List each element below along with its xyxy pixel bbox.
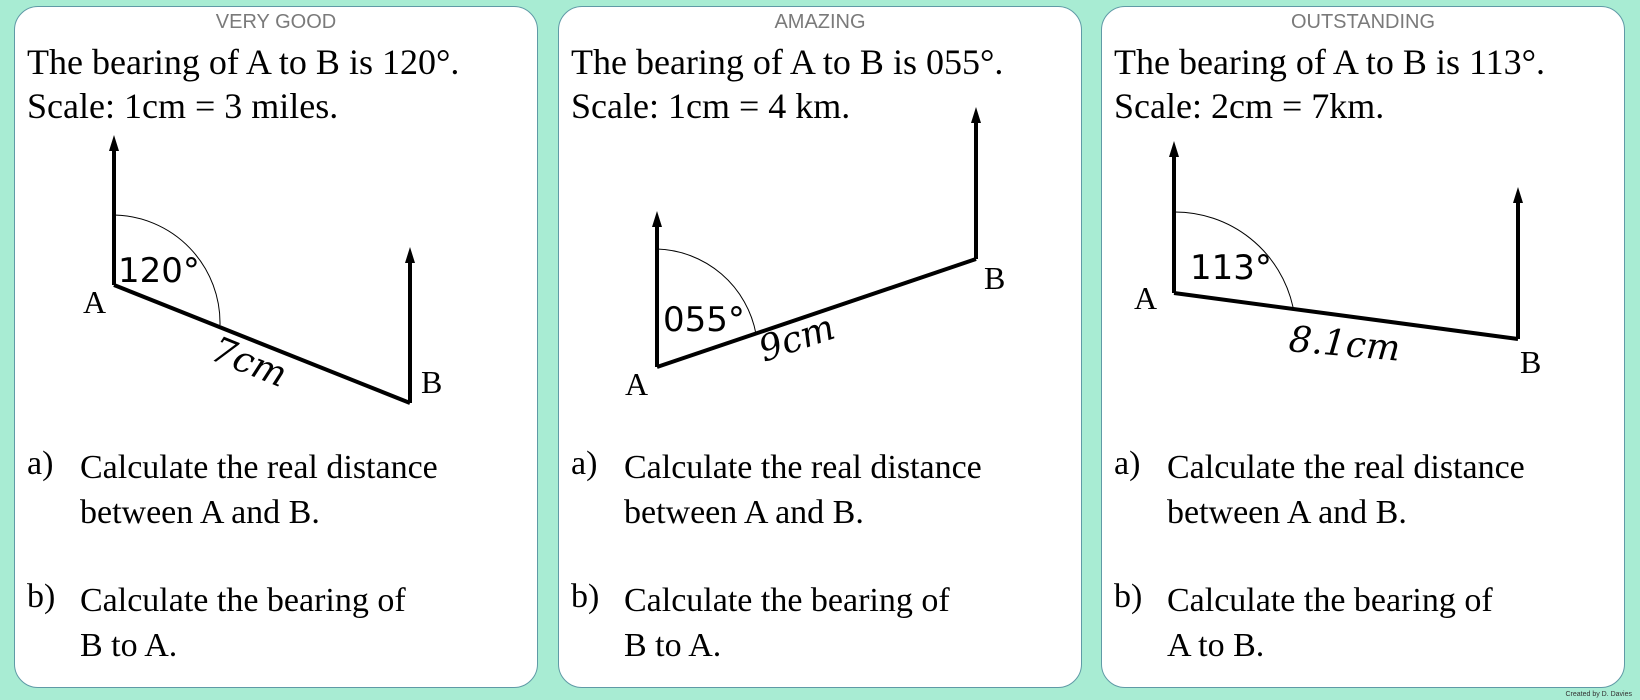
author-credit: Created by D. Davies — [1565, 691, 1632, 698]
angle-label: 113° — [1190, 248, 1272, 288]
scale-statement: Scale: 2cm = 7km. — [1114, 86, 1385, 126]
distance-label: 9cm — [753, 306, 841, 371]
question-card-outstanding — [1101, 6, 1625, 688]
angle-label: 055° — [663, 300, 745, 340]
north-arrow-a — [1169, 141, 1179, 157]
question-b-label: b) — [1114, 578, 1143, 615]
point-b-label: B — [984, 260, 1006, 296]
question-b-line-1: Calculate the bearing of — [80, 582, 406, 619]
point-a-label: A — [625, 366, 649, 402]
question-b-line-2: B to A. — [624, 627, 722, 664]
north-arrow-b — [405, 247, 415, 263]
north-arrow-a — [652, 211, 662, 227]
question-a-line-1: Calculate the real distance — [80, 449, 438, 486]
question-a-line-2: between A and B. — [624, 494, 864, 531]
north-arrow-b — [971, 107, 981, 123]
question-a-line-1: Calculate the real distance — [624, 449, 982, 486]
difficulty-label: VERY GOOD — [215, 11, 337, 33]
point-b-label: B — [1520, 344, 1542, 380]
question-a-label: a) — [1114, 445, 1141, 482]
difficulty-label: OUTSTANDING — [1290, 11, 1436, 33]
question-a-label: a) — [571, 445, 598, 482]
distance-label: 8.1cm — [1287, 319, 1402, 370]
point-a-label: A — [83, 284, 107, 320]
bearing-diagram — [1102, 7, 1625, 427]
point-b-label: B — [421, 364, 443, 400]
question-b-line-2: B to A. — [80, 627, 178, 664]
scale-statement: Scale: 1cm = 4 km. — [571, 86, 851, 126]
question-b-label: b) — [571, 578, 600, 615]
question-b-line-1: Calculate the bearing of — [1167, 582, 1493, 619]
bearing-diagram — [15, 7, 538, 427]
angle-label: 120° — [118, 251, 200, 291]
bearing-statement: The bearing of A to B is 120°. — [27, 42, 460, 82]
question-a-line-2: between A and B. — [1167, 494, 1407, 531]
question-b-label: b) — [27, 578, 56, 615]
question-a-label: a) — [27, 445, 54, 482]
point-a-label: A — [1134, 280, 1158, 316]
scale-statement: Scale: 1cm = 3 miles. — [27, 86, 339, 126]
question-b-line-2: A to B. — [1167, 627, 1265, 664]
bearing-statement: The bearing of A to B is 055°. — [571, 42, 1004, 82]
question-card-very-good — [14, 6, 538, 688]
bearing-diagram — [559, 7, 1082, 427]
north-arrow-a — [109, 135, 119, 151]
bearing-statement: The bearing of A to B is 113°. — [1114, 42, 1546, 82]
question-card-amazing — [558, 6, 1082, 688]
question-a-line-1: Calculate the real distance — [1167, 449, 1525, 486]
north-arrow-b — [1513, 187, 1523, 203]
question-b-line-1: Calculate the bearing of — [624, 582, 950, 619]
distance-label: 7cm — [205, 329, 293, 396]
question-a-line-2: between A and B. — [80, 494, 320, 531]
difficulty-label: AMAZING — [774, 11, 866, 33]
